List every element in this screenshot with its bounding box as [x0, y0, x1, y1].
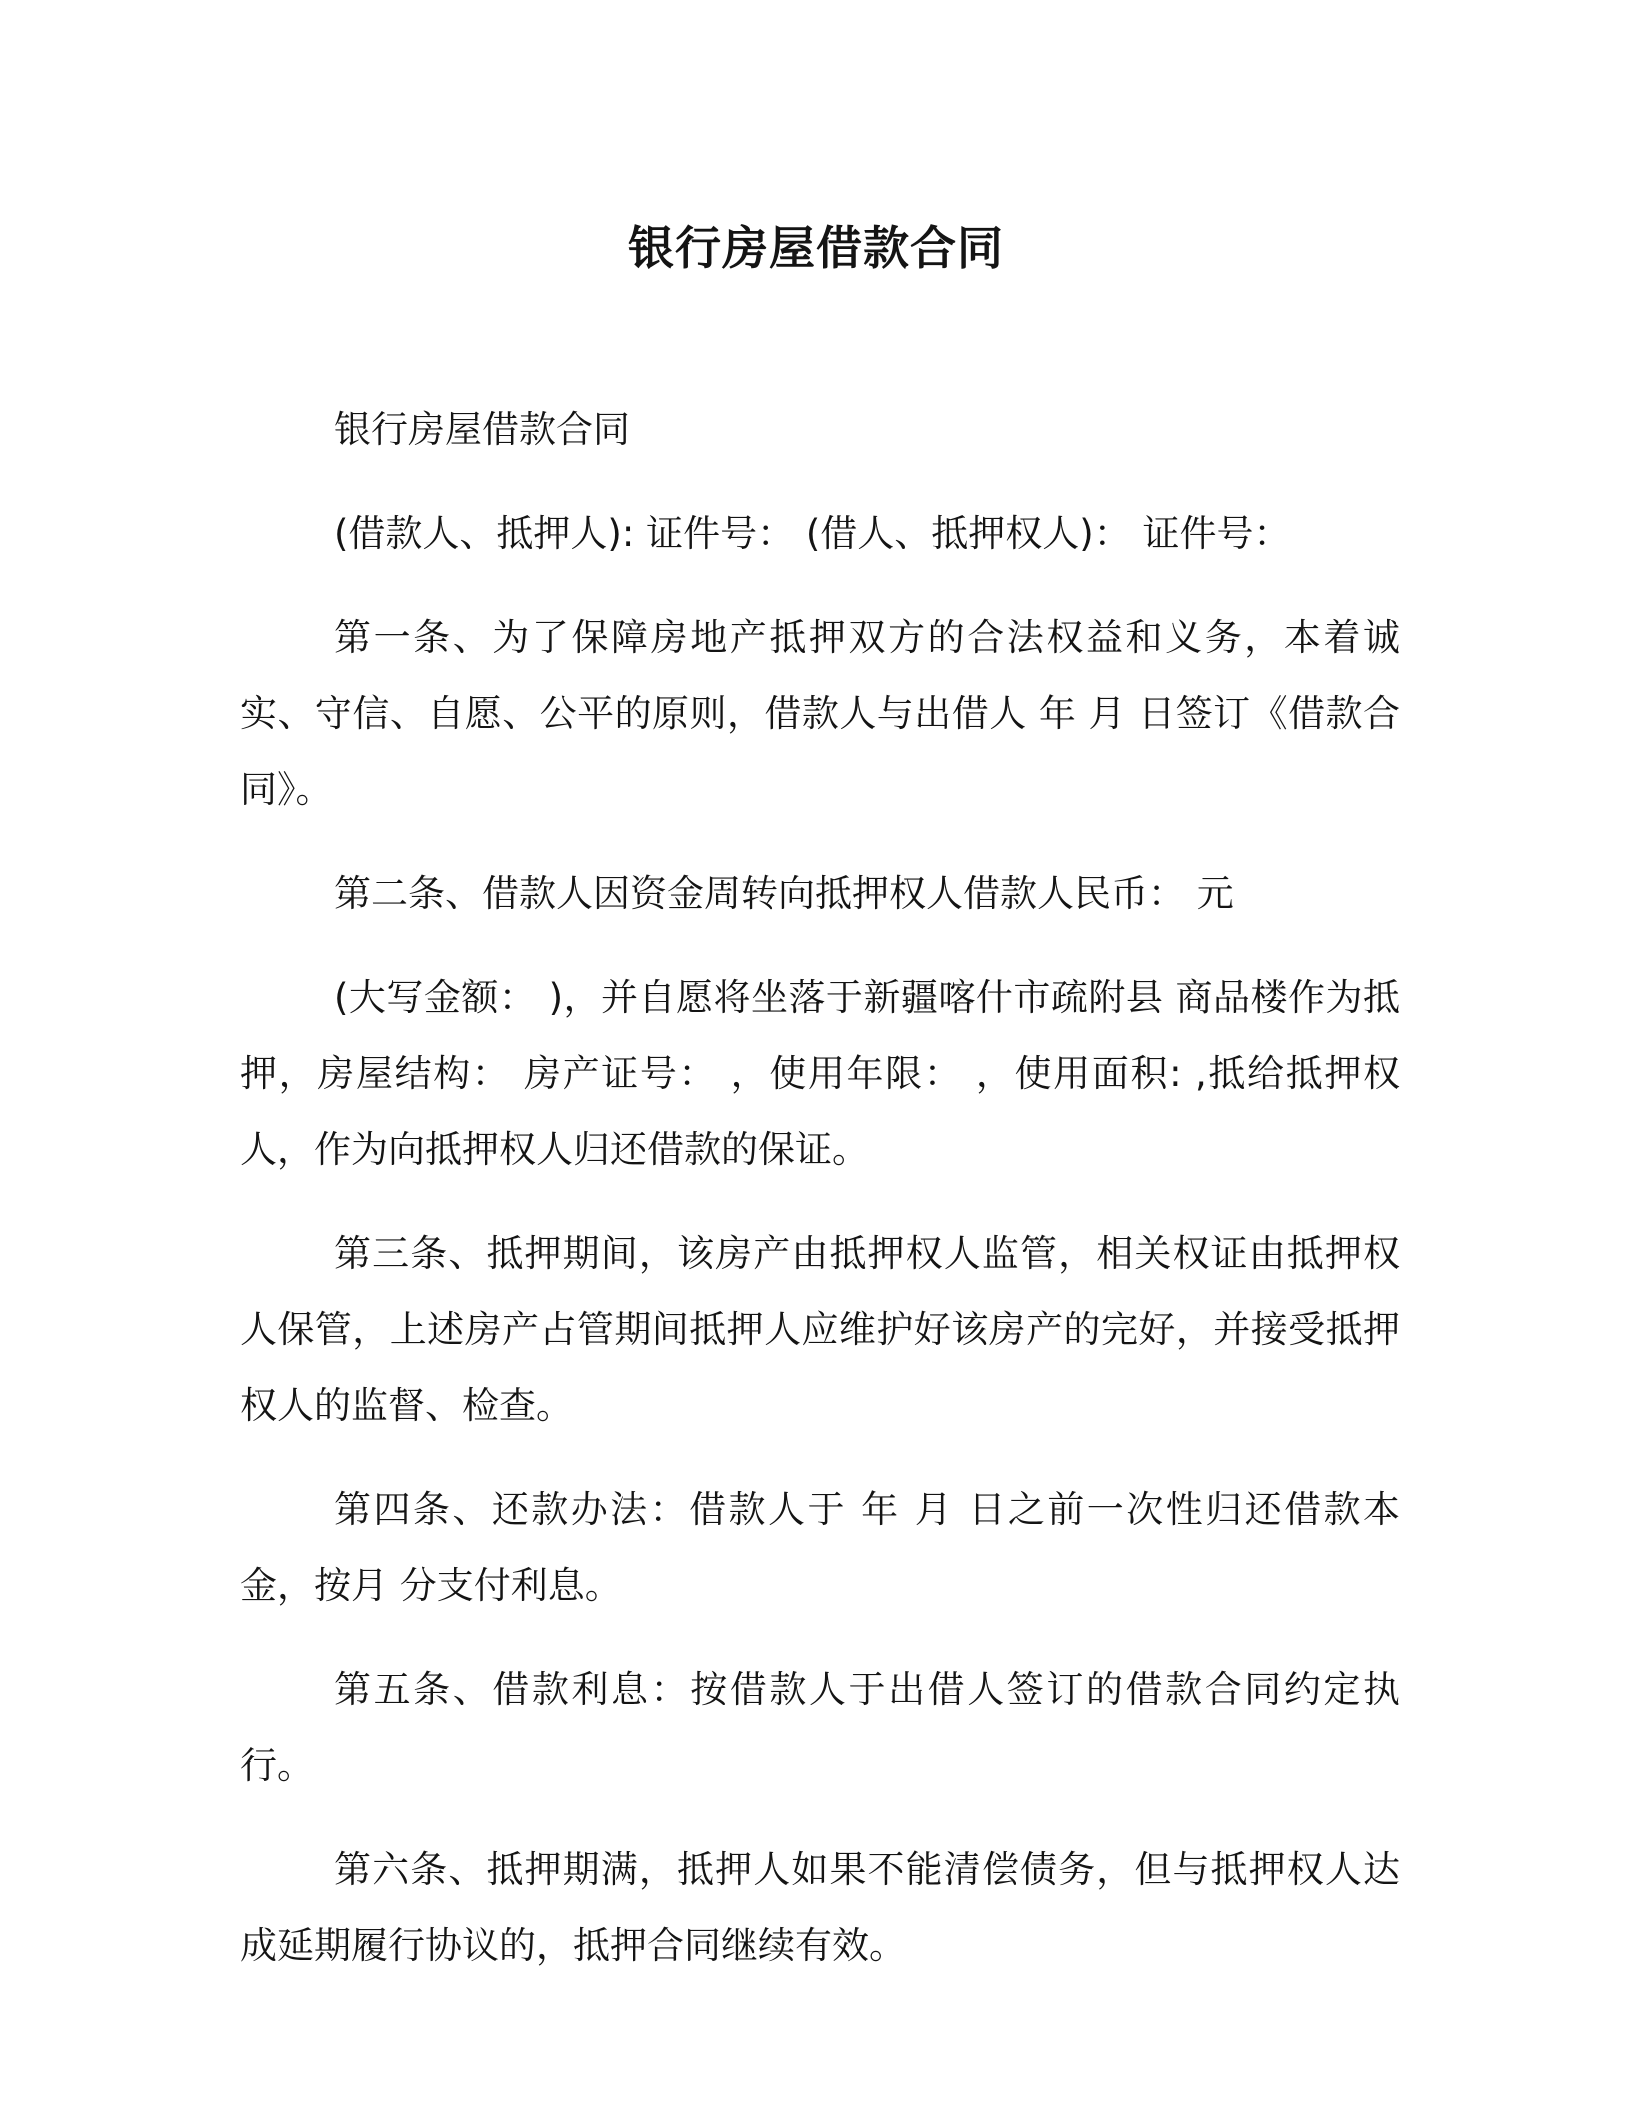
paragraph-article-1: 第一条、为了保障房地产抵押双方的合法权益和义务，本着诚实、守信、自愿、公平的原则，借款人与出借人 年 月 日签订《借款合同》。: [240, 616, 1400, 811]
paragraph-article-5: 第五条、借款利息：按借款人于出借人签订的借款合同约定执行。: [240, 1668, 1400, 1787]
paragraph-parties: (借款人、抵押人): 证件号： (借人、抵押权人)： 证件号：: [334, 512, 1291, 555]
paragraph-article-6: 第六条、抵押期满，抵押人如果不能清偿债务，但与抵押权人达成延期履行协议的，抵押合同继续有效。: [240, 1848, 1400, 1967]
document-body: [240, 392, 1400, 1984]
paragraph-article-4: 第四条、还款办法：借款人于 年 月 日之前一次性归还借款本金，按月 分支付利息。: [240, 1488, 1400, 1607]
paragraph-article-3: 第三条、抵押期间，该房产由抵押权人监管，相关权证由抵押权人保管，上述房产占管期间抵押人应维护好该房产的完好，并接受抵押权人的监督、检查。: [240, 1232, 1400, 1427]
paragraph-heading: 银行房屋借款合同: [334, 408, 630, 451]
document-title: 银行房屋借款合同: [628, 221, 1004, 275]
paragraph-article-2-continued: (大写金额： )，并自愿将坐落于新疆喀什市疏附县 商品楼作为抵押，房屋结构： 房产证号： ，使用年限： ，使用面积: ,抵给抵押权人，作为向抵押权人归还借款的保证。: [240, 976, 1400, 1171]
paragraph-article-2: 第二条、借款人因资金周转向抵押权人借款人民币： 元: [334, 872, 1234, 915]
